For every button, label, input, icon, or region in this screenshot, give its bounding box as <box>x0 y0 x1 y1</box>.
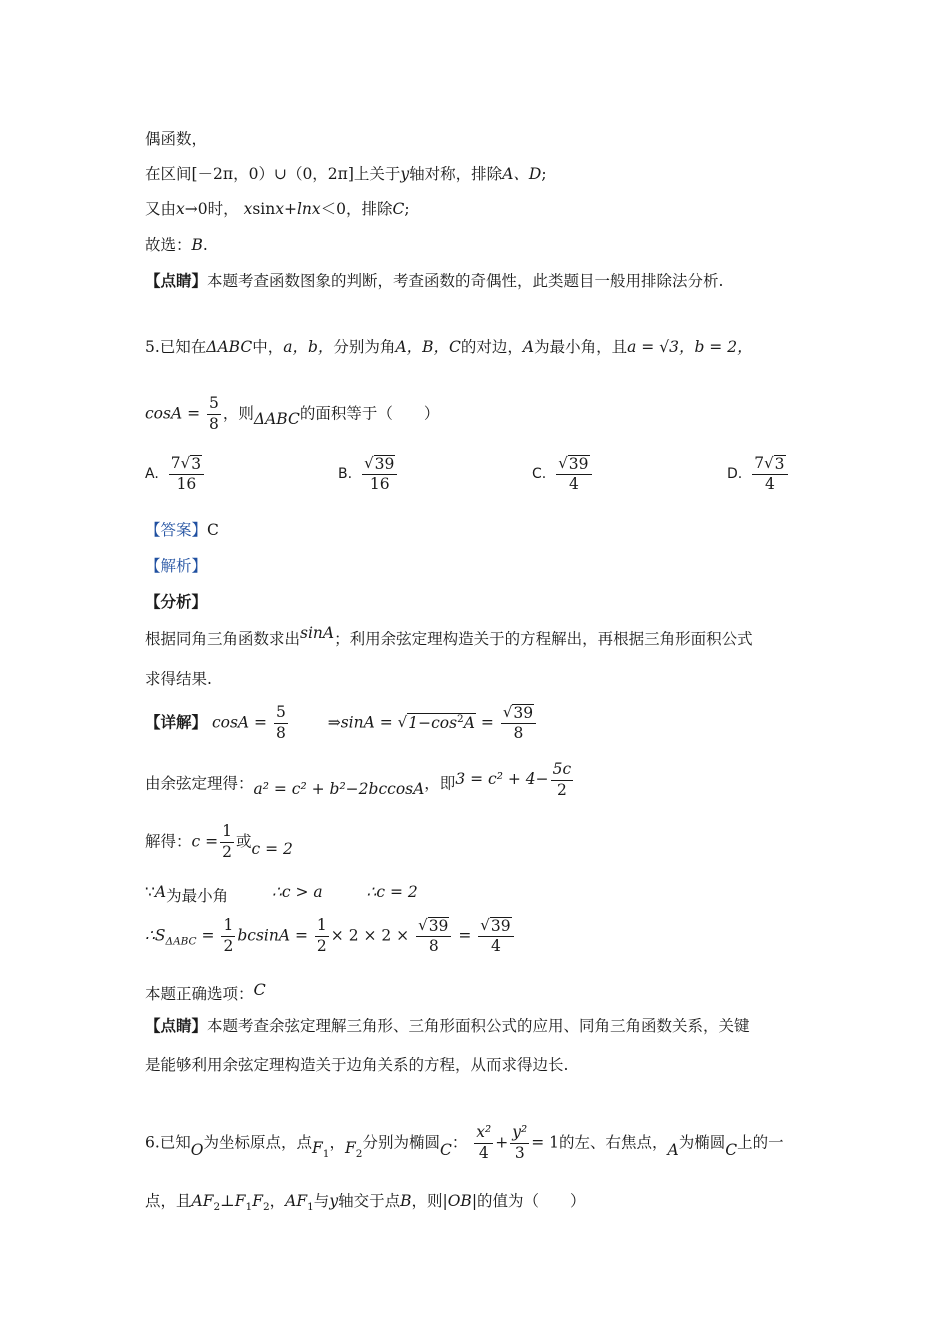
intro-line-3: 又由x→0时， xsinx+lnx＜0，排除C; <box>145 200 410 218</box>
jiexi-label: 【解析】 <box>145 557 208 575</box>
q5-stem-line-1: 5.已知在ΔABC中，a，b，分别为角A，B，C的对边，A为最小角，且a = √3，b = 2， <box>145 338 753 356</box>
q6-stem-line-1: 6.已知O为坐标原点，点$F_1$，$F_2$分别为椭圆C： $\frac{\text{x²}}{4}$ + $\frac{\text{y²}}{3}$ = 1的左、右焦点，A为椭圆C上的一 <box>145 1123 784 1162</box>
option-d[interactable]: D. 7 √ 3 4 <box>727 455 790 494</box>
root-expression: √ $1-\cos^2A$ <box>397 713 475 733</box>
solve-line: 解得：c = $\frac{1}{2}$ 或c = 2 <box>145 822 293 861</box>
fenxi-line-2: 求得结果. <box>145 670 212 688</box>
intro-line-4: 故选：B. <box>145 236 208 254</box>
option-a[interactable]: A. 7 √ 3 16 <box>145 455 206 494</box>
fenxi-label: 【分析】 <box>145 592 208 611</box>
intro-note: 【点睛】本题考查函数图象的判断，考查函数的奇偶性，此类题目一般用排除法分析. <box>145 271 724 290</box>
fenxi-line-1: 根据同角三角函数求出sinA；利用余弦定理构造关于的方程解出，再根据三角形面积公式 <box>145 624 753 648</box>
because-line: ∵A为最小角 ∴c > a ∴c = 2 <box>145 883 418 905</box>
answer-line: 【答案】C <box>145 521 219 539</box>
law-line: 由余弦定理得：a² = c² + b²−2bccosA，即3 = c² + 4− $\frac{5c}{2}$ <box>145 760 572 799</box>
intro-line-1: 偶函数， <box>145 130 208 148</box>
q5-note-line-2: 是能够利用余弦定理构造关于边角关系的方程，从而求得边长. <box>145 1056 569 1074</box>
area-line: $\therefore S_{\Delta ABC}$ = $\frac{1}{2}$ bcsinA = $\frac{1}{2}$ × 2 × 2 × √ 39 8 = √ 39 4 <box>145 917 516 956</box>
q5-stem-line-2: cosA = $\frac{5}{8}$ ，则ΔABC的面积等于（ ） <box>145 394 440 433</box>
intro-line-2: 在区间[－2π，0）∪（0，2π]上关于y轴对称，排除A、D; <box>145 165 547 183</box>
detail-line: 【详解】 cosA = $\frac{5}{8}$ ⇒sinA = √ $1-\cos^2A$ = √ 39 8 <box>145 704 538 743</box>
q6-stem-line-2: 点，且$AF_2\perp F_1F_2$，$AF_1$与y轴交于点B，则|OB|的值为（ ） <box>145 1192 586 1214</box>
cos-fraction: $\frac{5}{8}$ <box>209 394 219 433</box>
q5-note-line-1: 【点睛】本题考查余弦定理解三角形、三角形面积公式的应用、同角三角函数关系，关键 <box>145 1016 750 1035</box>
correct-line: 本题正确选项：C <box>145 980 266 1003</box>
option-b[interactable]: B. √ 39 16 <box>338 455 399 494</box>
option-c[interactable]: C. √ 39 4 <box>532 455 594 494</box>
